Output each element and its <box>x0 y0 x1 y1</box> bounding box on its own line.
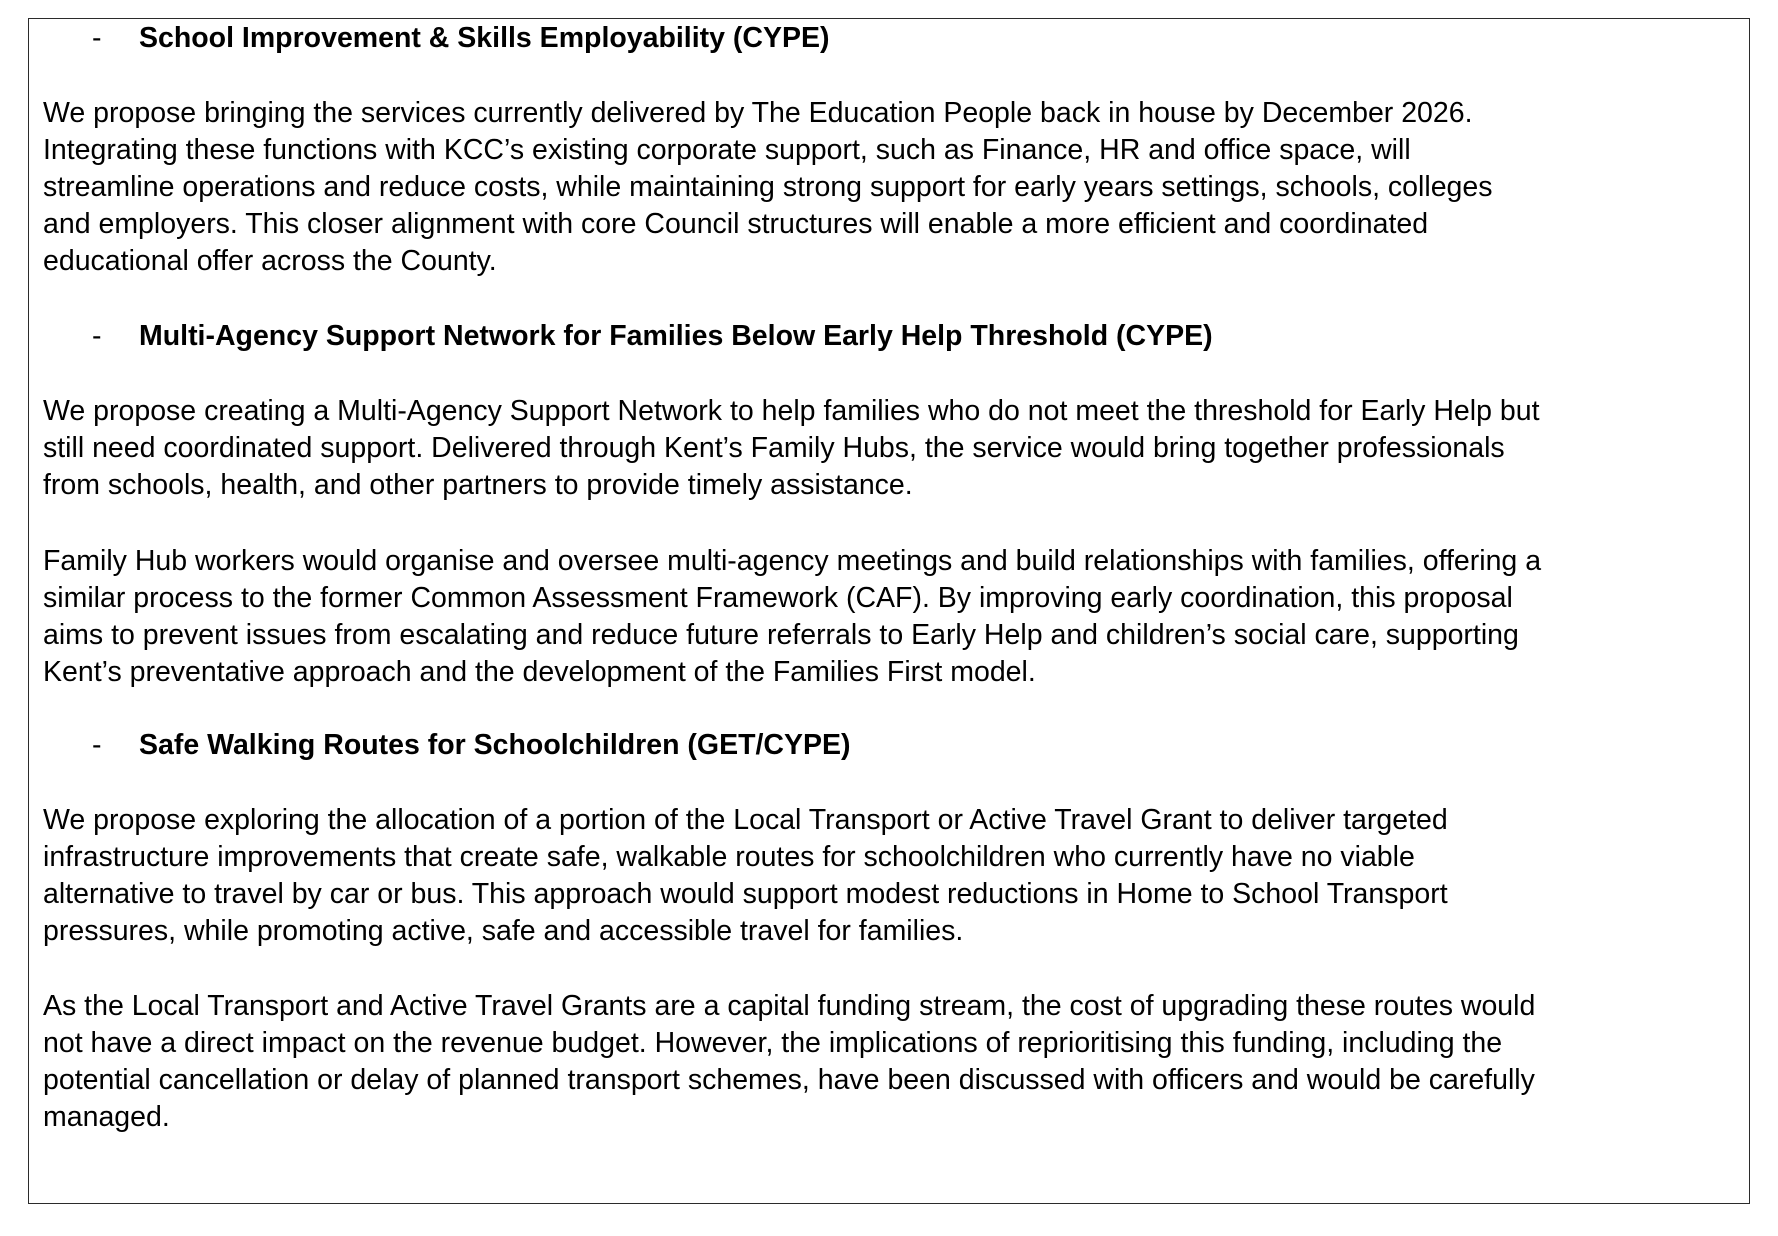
paragraph-line: from schools, health, and other partners to provide timely assistance. <box>43 469 913 501</box>
paragraph-line: similar process to the former Common Assessment Framework (CAF). By improving early coordination, this proposal <box>43 582 1513 614</box>
paragraph-safe-walking-2 <box>43 988 1743 1136</box>
heading-text: Multi-Agency Support Network for Families Below Early Help Threshold (CYPE) <box>139 320 1213 352</box>
paragraph-line: pressures, while promoting active, safe and accessible travel for families. <box>43 915 964 947</box>
paragraph-safe-walking-1 <box>43 802 1743 950</box>
paragraph-line: We propose bringing the services currently delivered by The Education People back in house by December 2026. <box>43 97 1473 129</box>
paragraph-school-improvement <box>43 95 1743 280</box>
bullet-dash: - <box>92 22 102 54</box>
paragraph-multi-agency-2 <box>43 543 1743 691</box>
bullet-dash: - <box>92 320 102 352</box>
paragraph-line: potential cancellation or delay of planned transport schemes, have been discussed with officers and would be carefully <box>43 1064 1535 1096</box>
paragraph-line: We propose exploring the allocation of a portion of the Local Transport or Active Travel Grant to deliver targeted <box>43 804 1448 836</box>
paragraph-line: not have a direct impact on the revenue budget. However, the implications of reprioritising this funding, including the <box>43 1027 1503 1059</box>
bullet-dash: - <box>92 729 102 761</box>
paragraph-line: educational offer across the County. <box>43 245 497 277</box>
paragraph-line: streamline operations and reduce costs, while maintaining strong support for early years settings, schools, colleges <box>43 171 1493 203</box>
paragraph-line: Kent’s preventative approach and the development of the Families First model. <box>43 656 1036 688</box>
paragraph-line: infrastructure improvements that create safe, walkable routes for schoolchildren who currently have no viable <box>43 841 1415 873</box>
paragraph-line: We propose creating a Multi-Agency Support Network to help families who do not meet the threshold for Early Help but <box>43 395 1540 427</box>
paragraph-line: Family Hub workers would organise and oversee multi-agency meetings and build relationships with families, offering a <box>43 545 1542 577</box>
paragraph-line: Integrating these functions with KCC’s existing corporate support, such as Finance, HR and office space, will <box>43 134 1411 166</box>
paragraph-line: alternative to travel by car or bus. This approach would support modest reductions in Home to School Transport <box>43 878 1448 910</box>
heading-text: Safe Walking Routes for Schoolchildren (GET/CYPE) <box>139 729 851 761</box>
paragraph-multi-agency-1 <box>43 393 1743 504</box>
paragraph-line: As the Local Transport and Active Travel Grants are a capital funding stream, the cost of upgrading these routes would <box>43 990 1536 1022</box>
paragraph-line: and employers. This closer alignment with core Council structures will enable a more efficient and coordinated <box>43 208 1429 240</box>
heading-text: School Improvement & Skills Employability (CYPE) <box>139 22 830 54</box>
paragraph-line: aims to prevent issues from escalating and reduce future referrals to Early Help and children’s social care, supporting <box>43 619 1519 651</box>
paragraph-line: managed. <box>43 1101 170 1133</box>
paragraph-line: still need coordinated support. Delivered through Kent’s Family Hubs, the service would bring together professionals <box>43 432 1505 464</box>
